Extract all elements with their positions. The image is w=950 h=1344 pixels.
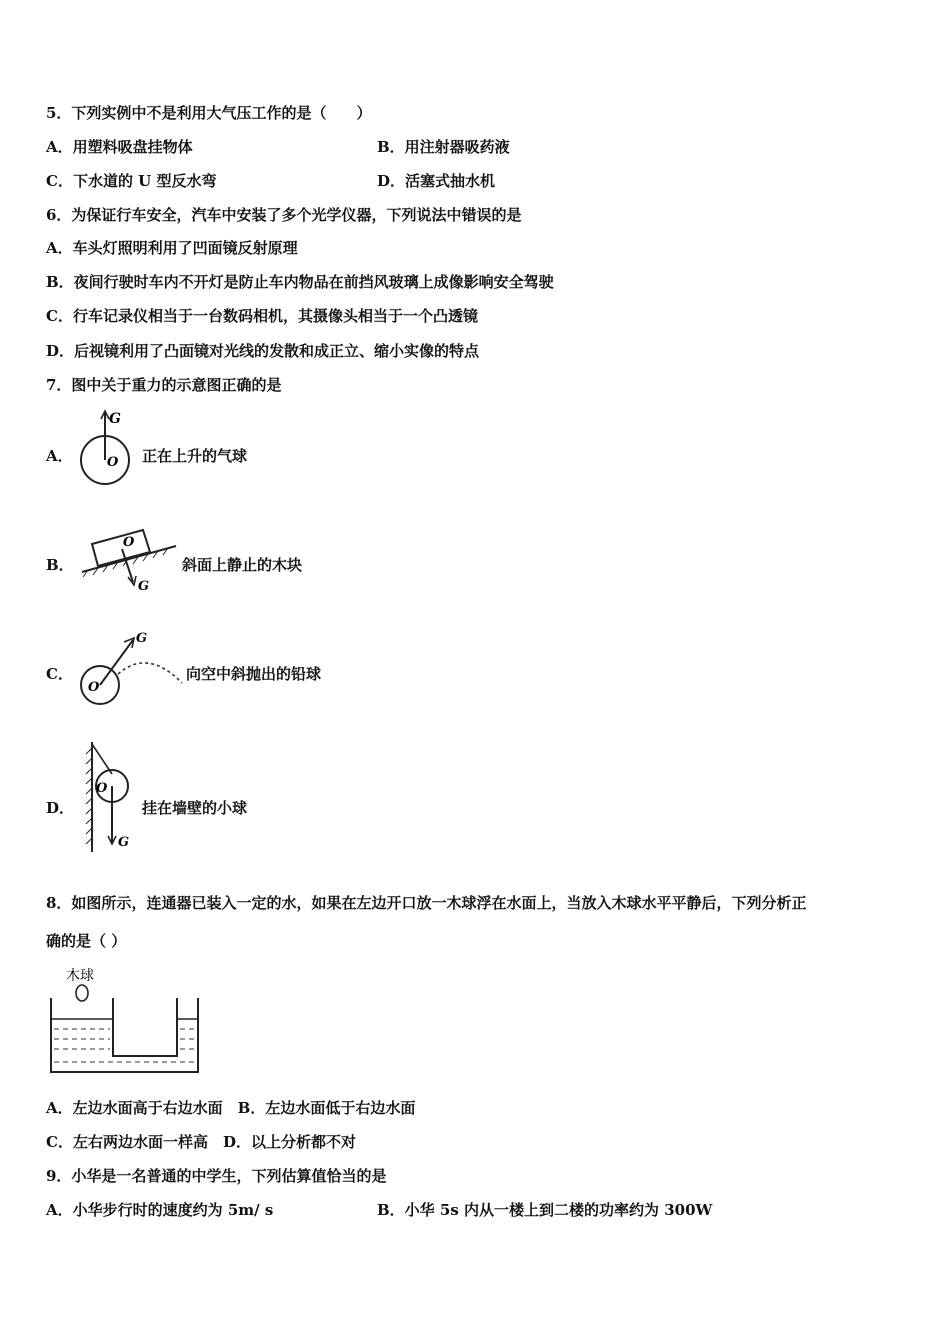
q6-stem: 6．为保证行车安全，汽车中安装了多个光学仪器，下列说法中错误的是 [46, 206, 522, 224]
q7-option-d-label: D． [46, 799, 75, 817]
q7-option-d-caption: 挂在墙壁的小球 [142, 799, 248, 817]
q8-options-cd: C．左右两边水面一样高 D．以上分析都不对 [46, 1133, 356, 1151]
q7-figure-c [78, 628, 188, 706]
q6-option-b: B．夜间行驶时车内不开灯是防止车内物品在前挡风玻璃上成像影响安全驾驶 [46, 273, 554, 291]
force-label-g: G [118, 835, 130, 850]
q9-option-a: A．小华步行时的速度约为 5m/ s [46, 1201, 274, 1219]
q6-option-d: D．后视镜利用了凸面镜对光线的发散和成正立、缩小实像的特点 [46, 342, 480, 360]
q5-stem: 5．下列实例中不是利用大气压工作的是（ ） [46, 104, 372, 122]
force-label-g: G [138, 579, 150, 594]
q9-option-b: B．小华 5s 内从一楼上到二楼的功率约为 300W [377, 1201, 713, 1219]
force-label-g: G [109, 411, 121, 427]
q6-option-c: C．行车记录仪相当于一台数码相机，其摄像头相当于一个凸透镜 [46, 307, 478, 325]
q7-option-b-label: B． [46, 556, 74, 574]
q8-stem-line2: 确的是（ ） [46, 932, 127, 950]
q7-figure-d [82, 740, 142, 854]
q8-options-ab: A．左边水面高于右边水面 B．左边水面低于右边水面 [46, 1099, 416, 1117]
q8-stem-line1: 8．如图所示，连通器已装入一定的水，如果在左边开口放一木球浮在水面上，当放入木球水平平静后，下列分析正 [46, 894, 807, 912]
q5-option-b: B．用注射器吸药液 [377, 138, 510, 156]
q6-option-a: A．车头灯照明利用了凹面镜反射原理 [46, 239, 298, 257]
q5-option-c: C．下水道的 U 型反水弯 [46, 172, 217, 190]
q9-stem: 9．小华是一名普通的中学生，下列估算值恰当的是 [46, 1167, 387, 1185]
q7-figure-a [70, 405, 140, 490]
q7-option-c-label: C． [46, 665, 73, 683]
q5-option-a: A．用塑料吸盘挂物体 [46, 138, 193, 156]
center-label-o: O [107, 455, 119, 470]
q7-stem: 7．图中关于重力的示意图正确的是 [46, 376, 282, 394]
q8-figure [46, 964, 206, 1076]
q7-option-c-caption: 向空中斜抛出的铅球 [186, 665, 322, 683]
center-label-o: O [88, 680, 100, 695]
q7-figure-b [78, 522, 182, 596]
q7-option-b-caption: 斜面上静止的木块 [182, 556, 303, 574]
center-label-o: O [96, 781, 108, 796]
q7-option-a-caption: 正在上升的气球 [142, 447, 248, 465]
q5-option-d: D．活塞式抽水机 [377, 172, 496, 190]
force-label-g: G [136, 631, 148, 646]
q7-option-a-label: A． [46, 447, 73, 465]
center-label-o: O [123, 535, 135, 550]
wooden-ball-label: 木球 [66, 968, 94, 984]
